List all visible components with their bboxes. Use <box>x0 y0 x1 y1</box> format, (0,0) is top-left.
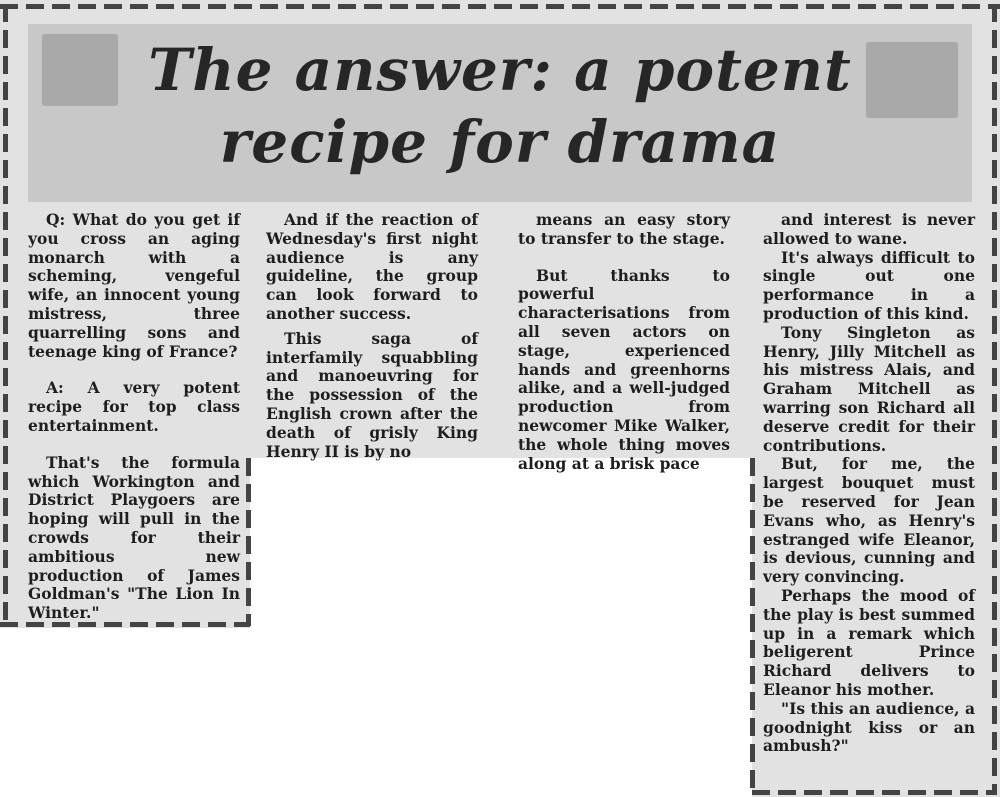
article-paragraph: Tony Singleton as Henry, Jilly Mitchell as his mistress Alais, and Graham Mitchell as warring son Richard all deserve credit for their contributions. <box>763 322 975 455</box>
article-paragraph: Q: What do you get if you cross an aging monarch with a scheming, vengeful wife, an innocent young mistress, three quarrelling sons and teenage king of France? <box>28 210 240 361</box>
article-paragraph: and interest is never allowed to wane. <box>763 210 975 248</box>
headline-line-2: recipe for drama <box>219 108 781 176</box>
clipping-border-bottom-right <box>752 790 997 795</box>
article-column-2 <box>266 211 478 461</box>
article-paragraph: And if the reaction of Wednesday's first night audience is any guideline, the group can look forward to another success. <box>266 210 478 323</box>
article-paragraph: It's always difficult to single out one performance in a production of this kind. <box>763 247 975 323</box>
clipping-cutout-middle <box>250 458 752 658</box>
clipping-border-inner-right <box>750 458 755 794</box>
article-paragraph: This saga of interfamily squabbling and manoeuvring for the possession of the English crown after the death of grisly King Henry II is by no <box>266 328 478 461</box>
article-column-4 <box>763 211 975 756</box>
clipping-border-right <box>992 4 997 794</box>
clipping-border-inner <box>246 458 251 626</box>
article-paragraph: Perhaps the mood of the play is best summed up in a remark which beligerent Prince Richard delivers to Eleanor his mother. <box>763 585 975 699</box>
headline-line-1: The answer: a potent <box>148 36 852 104</box>
article-paragraph: A: A very potent recipe for top class entertainment. <box>28 378 240 435</box>
article-paragraph: But, for me, the largest bouquet must be reserved for Jean Evans who, as Henry's estranged wife Eleanor, is devious, cunning and very convincing. <box>763 454 975 587</box>
headline <box>28 34 972 178</box>
article-paragraph: "Is this an audience, a goodnight kiss or an ambush?" <box>763 698 975 756</box>
clipping-border-left <box>3 4 8 626</box>
article-column-1 <box>28 211 240 623</box>
clipping-border-top <box>0 4 1000 9</box>
article-paragraph: But thanks to powerful characterisations from all seven actors on stage, experienced hands and greenhorns alike, and a well-judged production from newcomer Mike Walker, the whole thing moves along at a brisk pace <box>518 265 730 473</box>
article-paragraph: That's the formula which Workington and District Playgoers are hoping will pull in the crowds for their ambitious new production of James Goldman's "The Lion In Winter." <box>28 452 240 623</box>
article-column-3 <box>518 211 730 473</box>
article-paragraph: means an easy story to transfer to the stage. <box>518 210 730 248</box>
